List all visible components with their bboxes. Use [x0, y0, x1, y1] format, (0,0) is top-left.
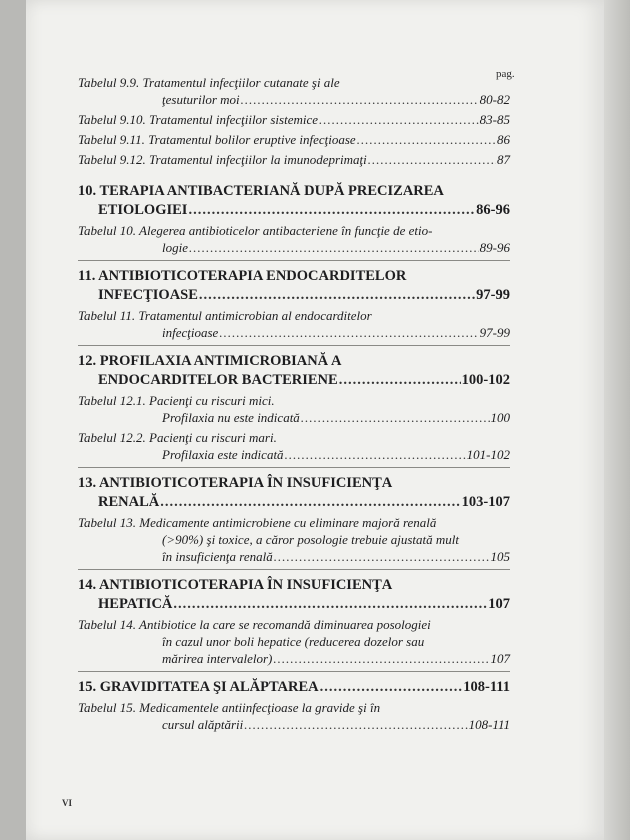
- toc-line: [78, 548, 510, 565]
- toc-page-number: 80-82: [479, 92, 510, 107]
- toc-page-number: 108-111: [468, 717, 510, 732]
- toc-table-entry: [78, 151, 510, 168]
- toc-table-entry: [78, 514, 510, 565]
- toc-page-number: 101-102: [466, 447, 510, 462]
- toc-page-number: 83-85: [479, 112, 510, 127]
- toc-line: [78, 409, 510, 426]
- toc-line: [78, 239, 510, 256]
- toc-page-number: 89-96: [479, 240, 510, 255]
- toc-line-text: 11. ANTIBIOTICOTERAPIA ENDOCARDITELOR: [78, 268, 407, 284]
- toc-line: [78, 493, 510, 512]
- toc-page-number: 105: [490, 549, 510, 564]
- toc-line-text: Tabelul 10. Alegerea antibioticelor antibacteriene în funcţie de etio-: [78, 223, 433, 238]
- dot-leader: [160, 493, 460, 512]
- toc-line-text: Profilaxia este indicată: [162, 447, 284, 462]
- toc-line: [78, 678, 510, 697]
- toc-line-text: infecţioase: [162, 325, 219, 340]
- dot-leader: [301, 409, 490, 426]
- toc-line: [78, 699, 510, 716]
- dot-leader: [368, 151, 496, 168]
- toc-line: [78, 74, 510, 91]
- toc-table-entry: [78, 222, 510, 256]
- dot-leader: [357, 131, 496, 148]
- toc-line-text: Tabelul 9.11. Tratamentul bolilor eruptive infecţioase: [78, 132, 356, 147]
- toc-page-number: 97-99: [476, 287, 510, 303]
- toc-chapter: [78, 467, 510, 512]
- toc-table-entry: [78, 429, 510, 463]
- toc-line-text: Tabelul 12.2. Pacienţi cu riscuri mari.: [78, 430, 277, 445]
- toc-line-text: ENDOCARDITELOR BACTERIENE: [98, 372, 338, 388]
- toc-table-entry: [78, 74, 510, 108]
- toc-line-text: Tabelul 9.10. Tratamentul infecţiilor sistemice: [78, 112, 319, 127]
- toc-line-text: mărirea intervalelor): [162, 651, 273, 666]
- toc-page-number: 100-102: [461, 372, 510, 388]
- dot-leader: [199, 286, 475, 305]
- toc-line: [78, 324, 510, 341]
- toc-line-text: cursul alăptării: [162, 717, 244, 732]
- next-page-edge: [604, 0, 630, 840]
- dot-leader: [339, 371, 461, 390]
- toc-line-text: HEPATICĂ: [98, 596, 173, 612]
- toc-line: [78, 446, 510, 463]
- toc-line-text: 13. ANTIBIOTICOTERAPIA ÎN INSUFICIENŢA: [78, 475, 393, 491]
- toc-line-text: Profilaxia nu este indicată: [162, 410, 300, 425]
- toc-line: [78, 222, 510, 239]
- toc-line-text: 15. GRAVIDITATEA ŞI ALĂPTAREA: [78, 679, 319, 695]
- toc-line: [78, 716, 510, 733]
- toc-line-text: în cazul unor boli hepatice (reducerea dozelor sau: [162, 634, 425, 649]
- dot-leader: [188, 201, 475, 220]
- toc-line: [78, 576, 510, 595]
- toc-line-text: Tabelul 14. Antibiotice la care se recomandă diminuarea posologiei: [78, 617, 431, 632]
- table-of-contents: [78, 74, 510, 736]
- toc-line-text: 12. PROFILAXIA ANTIMICROBIANĂ A: [78, 353, 342, 369]
- toc-line-text: ETIOLOGIEI: [98, 202, 188, 218]
- toc-line-text: INFECŢIOASE: [98, 287, 198, 303]
- toc-line-text: Tabelul 15. Medicamentele antiinfecţioase la gravide şi în: [78, 700, 381, 715]
- toc-line-text: Tabelul 12.1. Pacienţi cu riscuri mici.: [78, 393, 275, 408]
- toc-line: [78, 91, 510, 108]
- page-number: VI: [62, 798, 73, 808]
- toc-chapter: [78, 569, 510, 614]
- dot-leader: [319, 111, 479, 128]
- toc-table-entry: [78, 307, 510, 341]
- toc-line-text: Tabelul 9.12. Tratamentul infecţiilor la imunodeprimaţi: [78, 152, 367, 167]
- toc-line: [78, 201, 510, 220]
- toc-line-text: Tabelul 11. Tratamentul antimicrobian al endocarditelor: [78, 308, 372, 323]
- toc-page-number: 87: [497, 152, 510, 167]
- toc-chapter: [78, 260, 510, 305]
- toc-line: [78, 307, 510, 324]
- toc-line-text: în insuficienţa renală: [162, 549, 273, 564]
- toc-line-text: RENALĂ: [98, 494, 160, 510]
- toc-chapter: [78, 345, 510, 390]
- toc-line-text: 10. TERAPIA ANTIBACTERIANĂ DUPĂ PRECIZAREA: [78, 183, 444, 199]
- toc-line: [78, 267, 510, 286]
- toc-line: [78, 352, 510, 371]
- dot-leader: [273, 650, 489, 667]
- toc-line-text: Tabelul 13. Medicamente antimicrobiene cu eliminare majoră renală: [78, 515, 437, 530]
- toc-line: [78, 650, 510, 667]
- toc-page-number: 107: [490, 651, 510, 666]
- toc-page-number: 86-96: [476, 202, 510, 218]
- toc-line: [78, 616, 510, 633]
- dot-leader: [274, 548, 490, 565]
- toc-line-text: Tabelul 9.9. Tratamentul infecţiilor cutanate şi ale: [78, 75, 340, 90]
- toc-page-number: 97-99: [479, 325, 510, 340]
- toc-line: [78, 595, 510, 614]
- toc-page-number: 107: [488, 596, 510, 612]
- toc-line-text: logie: [162, 240, 188, 255]
- dot-leader: [320, 678, 463, 697]
- toc-table-entry: [78, 699, 510, 733]
- toc-line: [78, 151, 510, 168]
- toc-line-text: 14. ANTIBIOTICOTERAPIA ÎN INSUFICIENŢA: [78, 577, 393, 593]
- toc-line: [78, 182, 510, 201]
- toc-table-entry: [78, 111, 510, 128]
- toc-page-number: 108-111: [463, 679, 510, 695]
- toc-line-text: (>90%) şi toxice, a căror posologie trebuie ajustată mult: [162, 532, 460, 547]
- toc-line: [78, 474, 510, 493]
- dot-leader: [244, 716, 467, 733]
- dot-leader: [285, 446, 466, 463]
- dot-leader: [173, 595, 487, 614]
- toc-line: [78, 633, 510, 650]
- toc-line: [78, 514, 510, 531]
- toc-line: [78, 371, 510, 390]
- toc-line-text: ţesuturilor moi: [162, 92, 240, 107]
- toc-chapter: [78, 182, 510, 220]
- dot-leader: [241, 91, 479, 108]
- toc-page-number: 100: [490, 410, 510, 425]
- toc-line: [78, 131, 510, 148]
- toc-page-number: 103-107: [461, 494, 510, 510]
- page-column-label: pag.: [496, 68, 515, 80]
- dot-leader: [219, 324, 478, 341]
- toc-chapter: [78, 671, 510, 697]
- toc-line: [78, 286, 510, 305]
- toc-line: [78, 111, 510, 128]
- toc-line: [78, 392, 510, 409]
- toc-table-entry: [78, 616, 510, 667]
- toc-page-number: 86: [497, 132, 510, 147]
- toc-table-entry: [78, 392, 510, 426]
- toc-line: [78, 429, 510, 446]
- dot-leader: [189, 239, 479, 256]
- toc-line: [78, 531, 510, 548]
- toc-table-entry: [78, 131, 510, 148]
